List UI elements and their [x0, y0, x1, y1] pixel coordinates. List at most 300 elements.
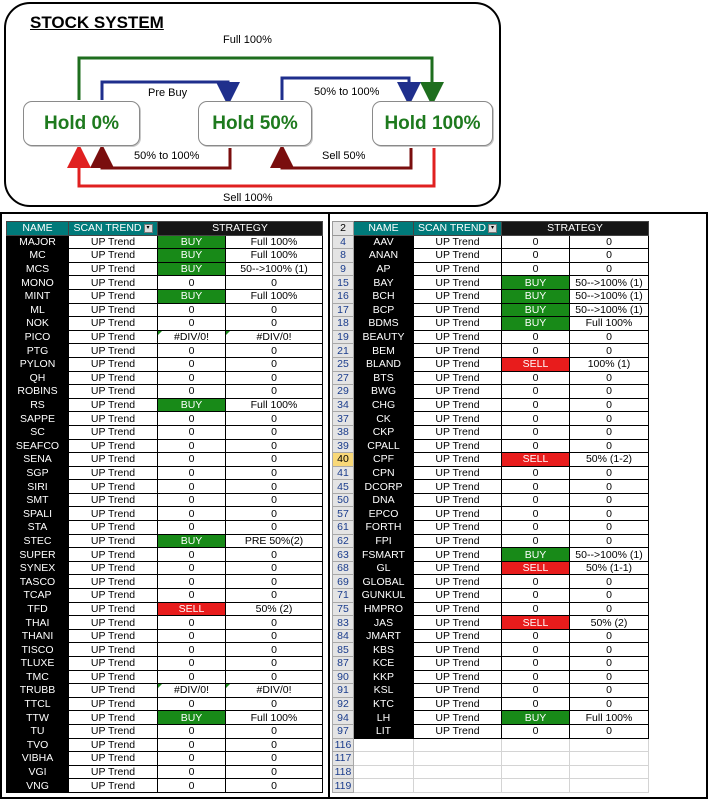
scan-trend-cell[interactable]: UP Trend — [69, 412, 158, 426]
table-row[interactable] — [333, 357, 649, 371]
row-number-cell[interactable]: 75 — [333, 602, 354, 616]
scan-trend-cell[interactable]: UP Trend — [414, 262, 502, 276]
stock-name-cell[interactable]: CK — [354, 412, 414, 426]
signal-cell[interactable]: 0 — [502, 493, 570, 507]
scan-trend-cell[interactable]: UP Trend — [69, 289, 158, 303]
scan-trend-cell[interactable]: UP Trend — [69, 629, 158, 643]
scan-trend-cell[interactable]: UP Trend — [414, 507, 502, 521]
stock-name-cell[interactable]: QH — [7, 371, 69, 385]
table-row[interactable] — [7, 344, 323, 358]
stock-name-cell[interactable]: EPCO — [354, 507, 414, 521]
strategy-cell[interactable]: 0 — [570, 643, 649, 657]
scan-trend-cell[interactable]: UP Trend — [414, 697, 502, 711]
strategy-cell[interactable] — [570, 779, 649, 793]
scan-trend-cell[interactable]: UP Trend — [414, 385, 502, 399]
scan-trend-cell[interactable]: UP Trend — [69, 371, 158, 385]
stock-name-cell[interactable]: VIBHA — [7, 752, 69, 766]
scan-trend-cell[interactable]: UP Trend — [69, 657, 158, 671]
scan-trend-cell[interactable]: UP Trend — [69, 548, 158, 562]
scan-trend-cell[interactable]: UP Trend — [414, 317, 502, 331]
stock-name-cell[interactable]: TVO — [7, 738, 69, 752]
table-row[interactable] — [333, 534, 649, 548]
signal-cell[interactable]: 0 — [158, 548, 226, 562]
row-number-cell[interactable]: 40 — [333, 453, 354, 467]
scan-trend-cell[interactable]: UP Trend — [414, 453, 502, 467]
row-number-cell[interactable]: 37 — [333, 412, 354, 426]
scan-trend-cell[interactable]: UP Trend — [69, 697, 158, 711]
strategy-cell[interactable]: 0 — [570, 249, 649, 263]
signal-cell[interactable]: 0 — [158, 507, 226, 521]
signal-cell[interactable]: 0 — [502, 629, 570, 643]
signal-cell[interactable]: 0 — [502, 684, 570, 698]
scan-trend-cell[interactable]: UP Trend — [69, 439, 158, 453]
table-row[interactable] — [7, 262, 323, 276]
strategy-cell[interactable]: 0 — [226, 765, 323, 779]
signal-cell[interactable]: SELL — [158, 602, 226, 616]
table-row[interactable] — [7, 684, 323, 698]
stock-name-cell[interactable]: BEAUTY — [354, 330, 414, 344]
strategy-cell[interactable]: 0 — [226, 276, 323, 290]
row-number-cell[interactable]: 71 — [333, 589, 354, 603]
scan-trend-cell[interactable]: UP Trend — [69, 738, 158, 752]
strategy-cell[interactable]: 0 — [226, 344, 323, 358]
strategy-cell[interactable]: 0 — [570, 589, 649, 603]
strategy-cell[interactable]: Full 100% — [226, 398, 323, 412]
table-row[interactable] — [333, 507, 649, 521]
row-number-cell[interactable]: 17 — [333, 303, 354, 317]
signal-cell[interactable]: BUY — [502, 276, 570, 290]
signal-cell[interactable]: 0 — [502, 439, 570, 453]
strategy-cell[interactable]: 0 — [226, 507, 323, 521]
stock-name-cell[interactable]: LH — [354, 711, 414, 725]
signal-cell[interactable]: 0 — [158, 561, 226, 575]
stock-name-cell[interactable] — [354, 779, 414, 793]
scan-trend-cell[interactable]: UP Trend — [414, 521, 502, 535]
strategy-cell[interactable]: 0 — [570, 724, 649, 738]
strategy-cell[interactable]: 50% (2) — [226, 602, 323, 616]
signal-cell[interactable] — [502, 779, 570, 793]
table-row[interactable] — [333, 276, 649, 290]
stock-name-cell[interactable]: BTS — [354, 371, 414, 385]
signal-cell[interactable]: 0 — [158, 575, 226, 589]
scan-trend-cell[interactable]: UP Trend — [69, 249, 158, 263]
strategy-cell[interactable]: 50-->100% (1) — [570, 548, 649, 562]
table-row[interactable] — [333, 303, 649, 317]
strategy-cell[interactable]: Full 100% — [226, 289, 323, 303]
table-row[interactable] — [333, 398, 649, 412]
stock-name-cell[interactable]: BCP — [354, 303, 414, 317]
scan-trend-cell[interactable] — [414, 738, 502, 752]
stock-name-cell[interactable] — [354, 752, 414, 766]
signal-cell[interactable]: 0 — [158, 466, 226, 480]
header-strategy[interactable]: STRATEGY — [502, 222, 649, 236]
signal-cell[interactable]: 0 — [158, 670, 226, 684]
table-row[interactable] — [333, 724, 649, 738]
header-strategy[interactable]: STRATEGY — [158, 222, 323, 236]
table-row[interactable] — [333, 684, 649, 698]
stock-name-cell[interactable]: TRUBB — [7, 684, 69, 698]
scan-trend-cell[interactable]: UP Trend — [414, 548, 502, 562]
scan-trend-cell[interactable]: UP Trend — [414, 235, 502, 249]
signal-cell[interactable]: 0 — [158, 643, 226, 657]
scan-trend-cell[interactable]: UP Trend — [69, 235, 158, 249]
table-row[interactable] — [7, 589, 323, 603]
scan-trend-cell[interactable]: UP Trend — [69, 561, 158, 575]
signal-cell[interactable]: 0 — [502, 398, 570, 412]
signal-cell[interactable]: 0 — [158, 616, 226, 630]
row-number-cell[interactable]: 50 — [333, 493, 354, 507]
table-row[interactable] — [333, 412, 649, 426]
table-row[interactable] — [7, 752, 323, 766]
stock-name-cell[interactable]: BCH — [354, 289, 414, 303]
strategy-cell[interactable]: 0 — [226, 412, 323, 426]
strategy-cell[interactable]: 0 — [226, 466, 323, 480]
table-row[interactable] — [333, 657, 649, 671]
table-row[interactable] — [333, 779, 649, 793]
table-row[interactable] — [333, 480, 649, 494]
scan-trend-cell[interactable]: UP Trend — [414, 575, 502, 589]
table-row[interactable] — [333, 765, 649, 779]
table-row[interactable] — [7, 670, 323, 684]
scan-trend-cell[interactable]: UP Trend — [69, 711, 158, 725]
table-row[interactable] — [333, 589, 649, 603]
stock-name-cell[interactable]: MCS — [7, 262, 69, 276]
stock-name-cell[interactable]: KBS — [354, 643, 414, 657]
stock-name-cell[interactable]: TLUXE — [7, 657, 69, 671]
stock-name-cell[interactable]: SMT — [7, 493, 69, 507]
scan-trend-cell[interactable]: UP Trend — [414, 629, 502, 643]
scan-trend-cell[interactable]: UP Trend — [414, 534, 502, 548]
scan-trend-cell[interactable]: UP Trend — [69, 752, 158, 766]
row-number-cell[interactable]: 25 — [333, 357, 354, 371]
strategy-cell[interactable]: 0 — [226, 629, 323, 643]
table-row[interactable] — [7, 507, 323, 521]
signal-cell[interactable] — [502, 765, 570, 779]
signal-cell[interactable]: 0 — [158, 303, 226, 317]
signal-cell[interactable]: 0 — [502, 643, 570, 657]
signal-cell[interactable]: BUY — [158, 398, 226, 412]
table-row[interactable] — [333, 289, 649, 303]
strategy-cell[interactable]: 0 — [226, 643, 323, 657]
table-row[interactable] — [333, 385, 649, 399]
signal-cell[interactable]: 0 — [158, 412, 226, 426]
stock-name-cell[interactable]: DNA — [354, 493, 414, 507]
signal-cell[interactable]: BUY — [158, 235, 226, 249]
scan-trend-cell[interactable]: UP Trend — [414, 670, 502, 684]
stock-name-cell[interactable]: THAI — [7, 616, 69, 630]
table-row[interactable] — [333, 670, 649, 684]
strategy-cell[interactable]: 0 — [570, 670, 649, 684]
strategy-cell[interactable]: 0 — [570, 521, 649, 535]
filter-dropdown-icon[interactable]: ▾ — [488, 224, 497, 233]
scan-trend-cell[interactable] — [414, 752, 502, 766]
scan-trend-cell[interactable]: UP Trend — [69, 684, 158, 698]
scan-trend-cell[interactable]: UP Trend — [69, 670, 158, 684]
scan-trend-cell[interactable]: UP Trend — [69, 616, 158, 630]
scan-trend-cell[interactable]: UP Trend — [414, 561, 502, 575]
row-number-cell[interactable]: 21 — [333, 344, 354, 358]
stock-name-cell[interactable]: CPALL — [354, 439, 414, 453]
table-row[interactable] — [333, 235, 649, 249]
row-number-cell[interactable]: 45 — [333, 480, 354, 494]
signal-cell[interactable]: 0 — [158, 493, 226, 507]
row-number-cell[interactable]: 34 — [333, 398, 354, 412]
stock-name-cell[interactable]: TU — [7, 724, 69, 738]
strategy-cell[interactable]: 50-->100% (1) — [570, 289, 649, 303]
table-row[interactable] — [7, 602, 323, 616]
stock-name-cell[interactable]: KCE — [354, 657, 414, 671]
row-number-cell[interactable]: 119 — [333, 779, 354, 793]
stock-name-cell[interactable]: VNG — [7, 779, 69, 793]
signal-cell[interactable]: 0 — [158, 385, 226, 399]
strategy-cell[interactable]: 0 — [226, 453, 323, 467]
scan-trend-cell[interactable]: UP Trend — [69, 357, 158, 371]
stock-name-cell[interactable]: PTG — [7, 344, 69, 358]
scan-trend-cell[interactable]: UP Trend — [414, 357, 502, 371]
row-number-cell[interactable]: 8 — [333, 249, 354, 263]
header-scan-trend[interactable] — [414, 222, 502, 236]
row-number-cell[interactable]: 62 — [333, 534, 354, 548]
scan-trend-cell[interactable]: UP Trend — [414, 249, 502, 263]
table-row[interactable] — [7, 412, 323, 426]
signal-cell[interactable]: 0 — [502, 724, 570, 738]
stock-name-cell[interactable]: GUNKUL — [354, 589, 414, 603]
signal-cell[interactable]: 0 — [158, 357, 226, 371]
scan-trend-cell[interactable]: UP Trend — [69, 344, 158, 358]
table-row[interactable] — [333, 521, 649, 535]
stock-name-cell[interactable]: BWG — [354, 385, 414, 399]
signal-cell[interactable]: #DIV/0! — [158, 330, 226, 344]
signal-cell[interactable]: 0 — [158, 589, 226, 603]
table-row[interactable] — [333, 738, 649, 752]
signal-cell[interactable]: 0 — [502, 589, 570, 603]
signal-cell[interactable]: 0 — [502, 425, 570, 439]
strategy-cell[interactable]: 50-->100% (1) — [570, 276, 649, 290]
scan-trend-cell[interactable]: UP Trend — [414, 684, 502, 698]
strategy-cell[interactable]: 0 — [570, 235, 649, 249]
strategy-cell[interactable]: 0 — [226, 425, 323, 439]
strategy-cell[interactable] — [570, 765, 649, 779]
scan-trend-cell[interactable]: UP Trend — [69, 480, 158, 494]
stock-name-cell[interactable]: CKP — [354, 425, 414, 439]
scan-trend-cell[interactable]: UP Trend — [414, 289, 502, 303]
signal-cell[interactable]: 0 — [502, 249, 570, 263]
stock-name-cell[interactable]: SIRI — [7, 480, 69, 494]
strategy-cell[interactable]: 0 — [226, 670, 323, 684]
strategy-cell[interactable]: 0 — [570, 371, 649, 385]
table-row[interactable] — [333, 262, 649, 276]
scan-trend-cell[interactable]: UP Trend — [69, 425, 158, 439]
table-row[interactable] — [333, 439, 649, 453]
strategy-cell[interactable]: 0 — [570, 534, 649, 548]
signal-cell[interactable]: 0 — [502, 521, 570, 535]
signal-cell[interactable]: 0 — [502, 412, 570, 426]
stock-name-cell[interactable]: SYNEX — [7, 561, 69, 575]
signal-cell[interactable]: 0 — [502, 602, 570, 616]
scan-trend-cell[interactable]: UP Trend — [414, 425, 502, 439]
header-name[interactable]: NAME — [7, 222, 69, 236]
strategy-cell[interactable]: 0 — [226, 697, 323, 711]
scan-trend-cell[interactable]: UP Trend — [414, 724, 502, 738]
row-number-cell[interactable]: 87 — [333, 657, 354, 671]
table-row[interactable] — [7, 317, 323, 331]
stock-name-cell[interactable]: DCORP — [354, 480, 414, 494]
strategy-cell[interactable]: #DIV/0! — [226, 330, 323, 344]
signal-cell[interactable]: SELL — [502, 561, 570, 575]
table-row[interactable] — [333, 330, 649, 344]
signal-cell[interactable]: 0 — [158, 657, 226, 671]
stock-name-cell[interactable]: FSMART — [354, 548, 414, 562]
strategy-cell[interactable]: 50% (1-2) — [570, 453, 649, 467]
row-number-cell[interactable]: 69 — [333, 575, 354, 589]
stock-name-cell[interactable]: SEAFCO — [7, 439, 69, 453]
table-row[interactable] — [333, 425, 649, 439]
strategy-cell[interactable]: 0 — [226, 724, 323, 738]
strategy-cell[interactable]: 0 — [570, 330, 649, 344]
strategy-cell[interactable]: 0 — [570, 398, 649, 412]
signal-cell[interactable]: 0 — [158, 344, 226, 358]
row-number-cell[interactable]: 68 — [333, 561, 354, 575]
signal-cell[interactable]: 0 — [158, 629, 226, 643]
strategy-cell[interactable]: 0 — [226, 480, 323, 494]
scan-trend-cell[interactable]: UP Trend — [69, 534, 158, 548]
table-row[interactable] — [7, 371, 323, 385]
strategy-cell[interactable]: PRE 50%(2) — [226, 534, 323, 548]
scan-trend-cell[interactable]: UP Trend — [69, 453, 158, 467]
table-row[interactable] — [7, 711, 323, 725]
stock-name-cell[interactable]: SGP — [7, 466, 69, 480]
row-number-cell[interactable]: 18 — [333, 317, 354, 331]
scan-trend-cell[interactable]: UP Trend — [414, 398, 502, 412]
strategy-cell[interactable]: #DIV/0! — [226, 684, 323, 698]
stock-name-cell[interactable]: JMART — [354, 629, 414, 643]
stock-name-cell[interactable]: MINT — [7, 289, 69, 303]
strategy-cell[interactable]: 50-->100% (1) — [226, 262, 323, 276]
stock-name-cell[interactable]: TCAP — [7, 589, 69, 603]
scan-trend-cell[interactable]: UP Trend — [414, 466, 502, 480]
table-row[interactable] — [333, 575, 649, 589]
scan-trend-cell[interactable]: UP Trend — [69, 317, 158, 331]
stock-name-cell[interactable]: BLAND — [354, 357, 414, 371]
strategy-cell[interactable]: 0 — [570, 439, 649, 453]
stock-name-cell[interactable]: BDMS — [354, 317, 414, 331]
stock-name-cell[interactable]: MONO — [7, 276, 69, 290]
strategy-cell[interactable] — [570, 738, 649, 752]
stock-name-cell[interactable]: KKP — [354, 670, 414, 684]
strategy-cell[interactable]: 0 — [570, 493, 649, 507]
table-row[interactable] — [333, 629, 649, 643]
table-row[interactable] — [7, 357, 323, 371]
signal-cell[interactable]: 0 — [158, 453, 226, 467]
signal-cell[interactable]: 0 — [158, 752, 226, 766]
signal-cell[interactable]: #DIV/0! — [158, 684, 226, 698]
table-row[interactable] — [333, 616, 649, 630]
strategy-cell[interactable]: 0 — [226, 439, 323, 453]
table-row[interactable] — [7, 779, 323, 793]
table-row[interactable] — [7, 425, 323, 439]
row-header-number[interactable]: 2 — [333, 222, 354, 236]
strategy-cell[interactable]: 0 — [226, 779, 323, 793]
signal-cell[interactable]: 0 — [158, 765, 226, 779]
scan-trend-cell[interactable]: UP Trend — [69, 330, 158, 344]
row-number-cell[interactable]: 57 — [333, 507, 354, 521]
signal-cell[interactable]: BUY — [502, 548, 570, 562]
scan-trend-cell[interactable]: UP Trend — [414, 371, 502, 385]
signal-cell[interactable]: BUY — [158, 249, 226, 263]
table-row[interactable] — [7, 480, 323, 494]
row-number-cell[interactable]: 117 — [333, 752, 354, 766]
strategy-cell[interactable]: 0 — [226, 521, 323, 535]
strategy-cell[interactable]: Full 100% — [226, 249, 323, 263]
stock-name-cell[interactable]: SPALI — [7, 507, 69, 521]
signal-cell[interactable]: 0 — [502, 534, 570, 548]
scan-trend-cell[interactable]: UP Trend — [69, 276, 158, 290]
row-number-cell[interactable]: 41 — [333, 466, 354, 480]
strategy-cell[interactable]: 0 — [570, 684, 649, 698]
scan-trend-cell[interactable]: UP Trend — [69, 521, 158, 535]
stock-name-cell[interactable]: SC — [7, 425, 69, 439]
scan-trend-cell[interactable]: UP Trend — [414, 412, 502, 426]
strategy-cell[interactable]: 0 — [570, 657, 649, 671]
stock-name-cell[interactable]: LIT — [354, 724, 414, 738]
stock-name-cell[interactable] — [354, 738, 414, 752]
strategy-cell[interactable]: 0 — [226, 493, 323, 507]
strategy-cell[interactable]: 50% (1-1) — [570, 561, 649, 575]
table-row[interactable] — [333, 697, 649, 711]
stock-name-cell[interactable]: MAJOR — [7, 235, 69, 249]
stock-name-cell[interactable]: RS — [7, 398, 69, 412]
signal-cell[interactable]: BUY — [158, 711, 226, 725]
stock-name-cell[interactable]: ANAN — [354, 249, 414, 263]
stock-name-cell[interactable]: VGI — [7, 765, 69, 779]
scan-trend-cell[interactable]: UP Trend — [69, 385, 158, 399]
signal-cell[interactable]: BUY — [502, 289, 570, 303]
table-row[interactable] — [7, 385, 323, 399]
table-row[interactable] — [333, 711, 649, 725]
strategy-cell[interactable]: Full 100% — [226, 235, 323, 249]
scan-trend-cell[interactable]: UP Trend — [69, 398, 158, 412]
scan-trend-cell[interactable]: UP Trend — [414, 657, 502, 671]
table-row[interactable] — [333, 548, 649, 562]
stock-name-cell[interactable]: TTCL — [7, 697, 69, 711]
strategy-cell[interactable]: Full 100% — [226, 711, 323, 725]
strategy-cell[interactable]: 0 — [570, 425, 649, 439]
strategy-cell[interactable]: 0 — [226, 589, 323, 603]
table-row[interactable] — [7, 643, 323, 657]
scan-trend-cell[interactable]: UP Trend — [69, 466, 158, 480]
strategy-cell[interactable]: 0 — [226, 357, 323, 371]
scan-trend-cell[interactable]: UP Trend — [414, 344, 502, 358]
signal-cell[interactable]: 0 — [502, 657, 570, 671]
stock-name-cell[interactable]: TASCO — [7, 575, 69, 589]
stock-name-cell[interactable]: CPF — [354, 453, 414, 467]
signal-cell[interactable]: SELL — [502, 453, 570, 467]
stock-name-cell[interactable]: HMPRO — [354, 602, 414, 616]
table-row[interactable] — [333, 249, 649, 263]
header-name[interactable]: NAME — [354, 222, 414, 236]
stock-name-cell[interactable]: PYLON — [7, 357, 69, 371]
row-number-cell[interactable]: 38 — [333, 425, 354, 439]
signal-cell[interactable]: BUY — [158, 289, 226, 303]
table-row[interactable] — [7, 249, 323, 263]
stock-name-cell[interactable]: KTC — [354, 697, 414, 711]
strategy-cell[interactable]: 0 — [226, 385, 323, 399]
strategy-cell[interactable]: 0 — [570, 697, 649, 711]
row-number-cell[interactable]: 16 — [333, 289, 354, 303]
row-number-cell[interactable]: 94 — [333, 711, 354, 725]
stock-name-cell[interactable]: KSL — [354, 684, 414, 698]
table-row[interactable] — [333, 466, 649, 480]
